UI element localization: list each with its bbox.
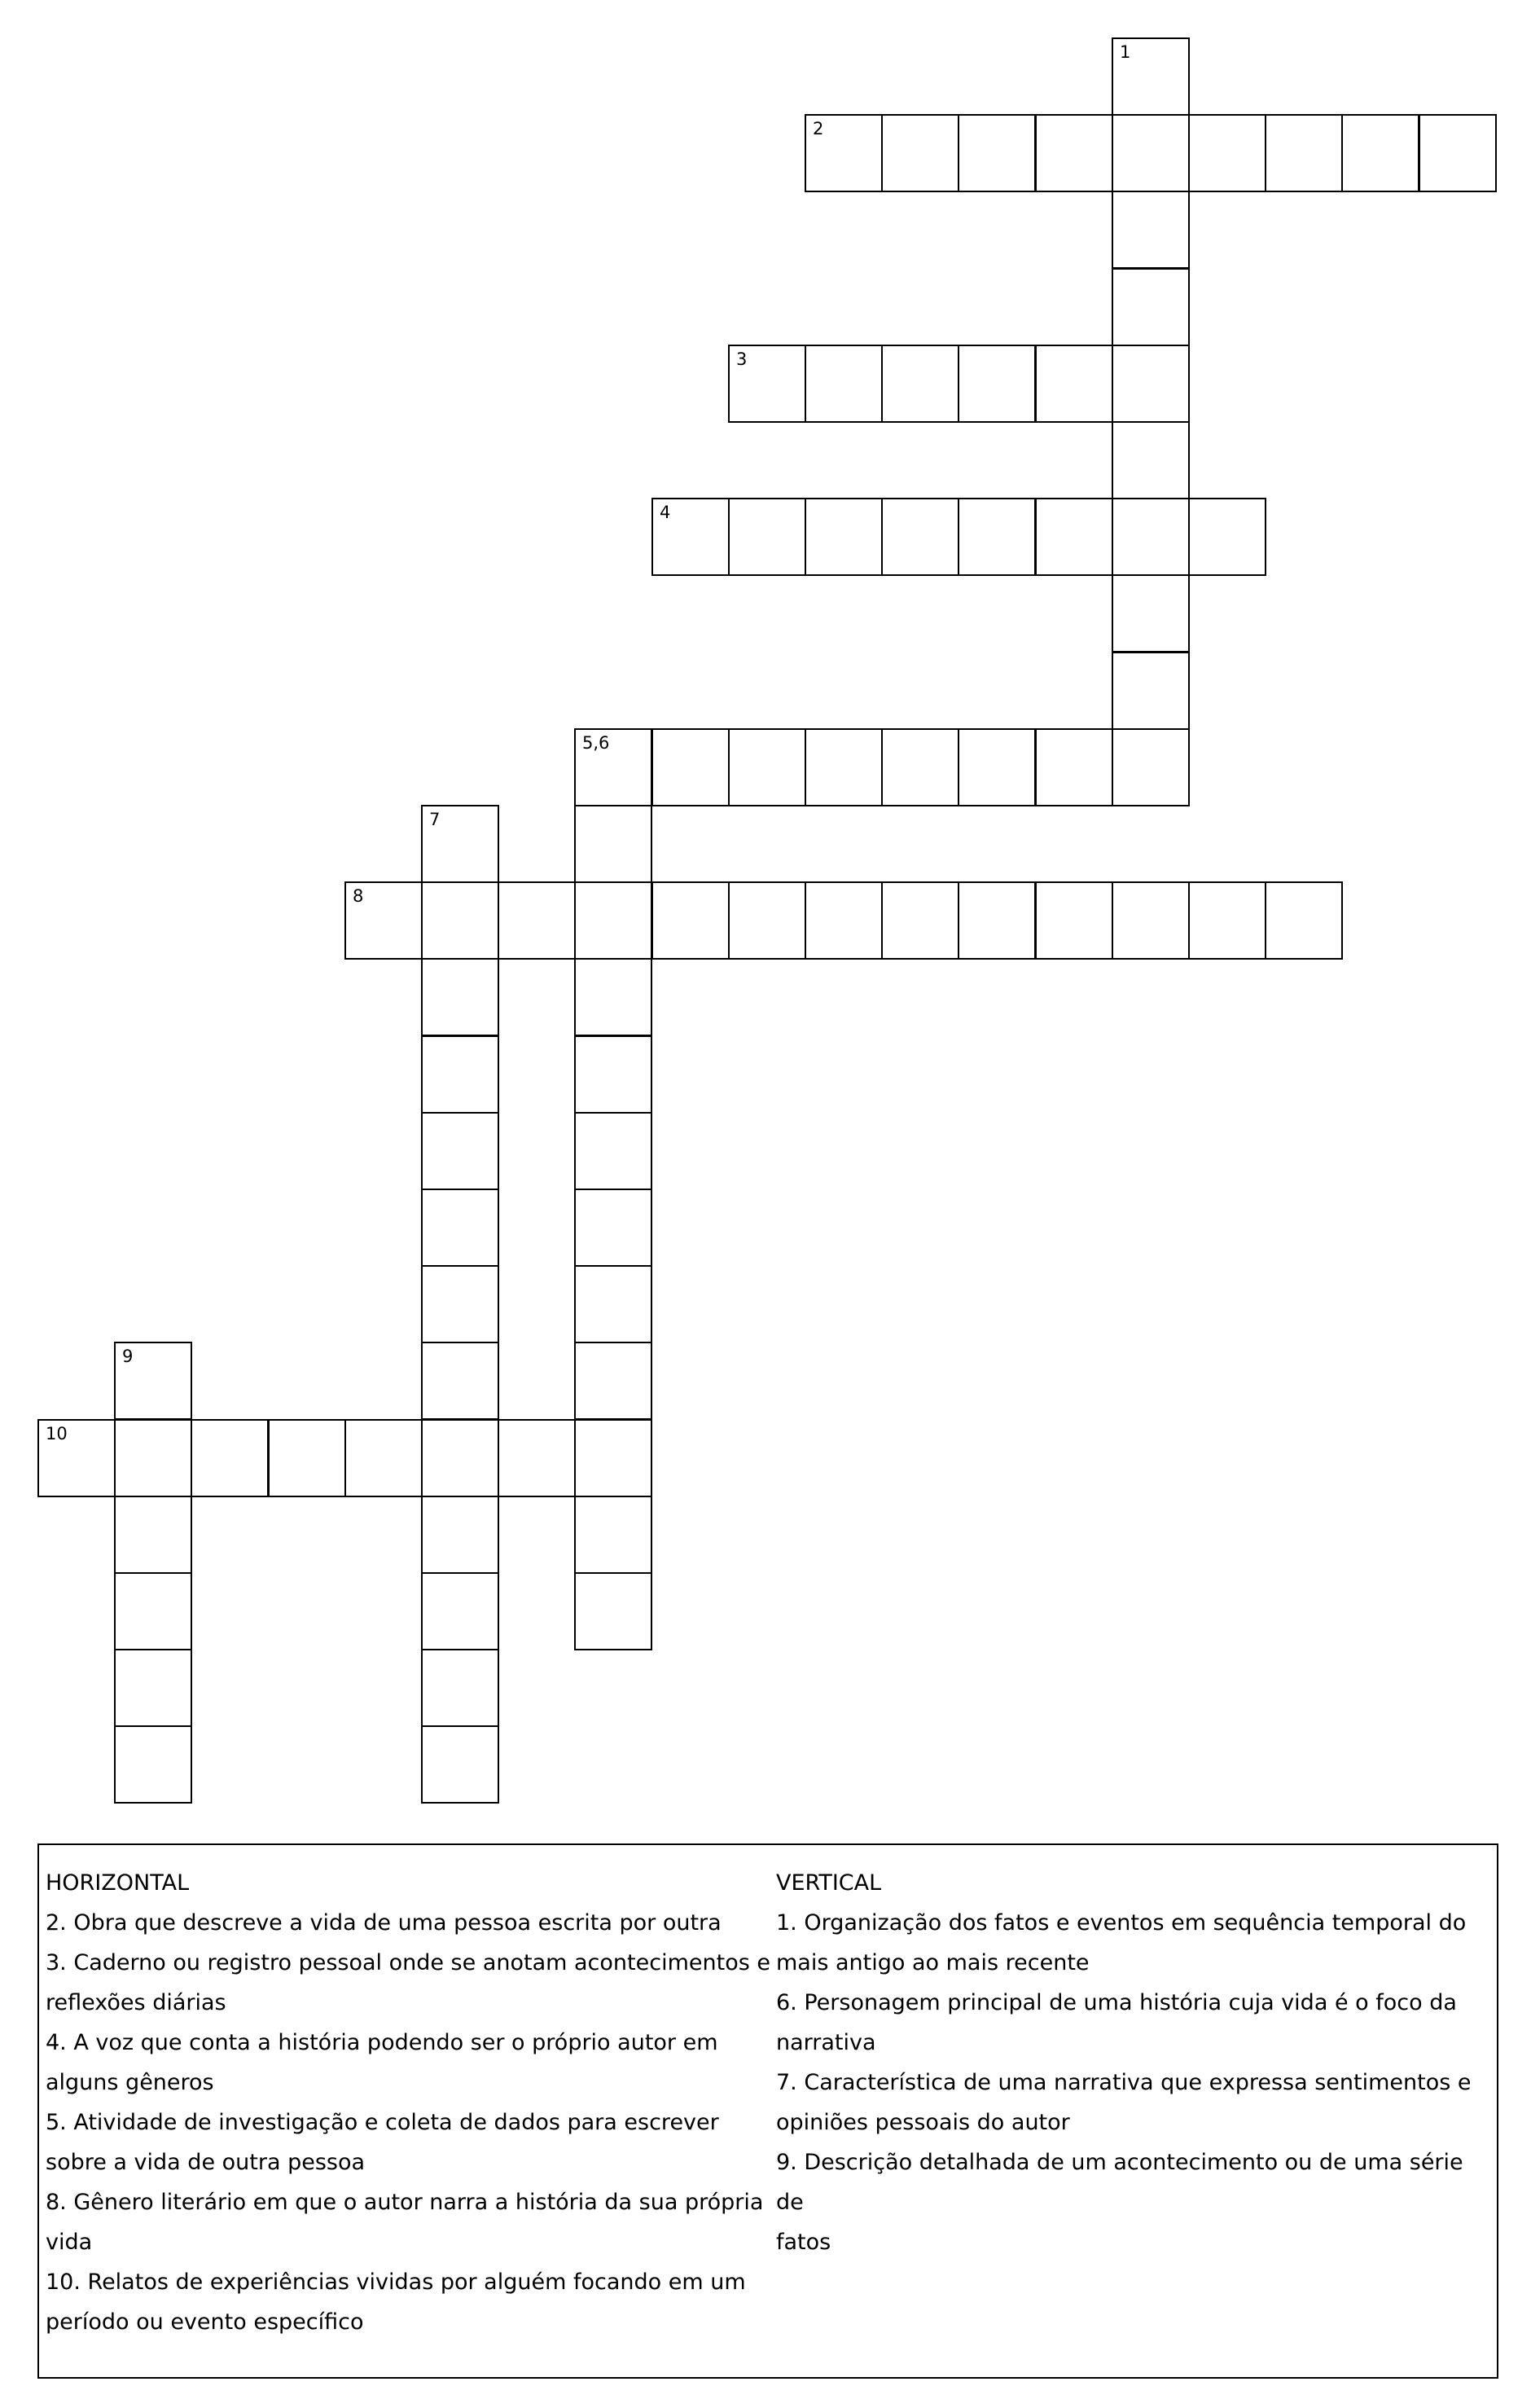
crossword-cell[interactable] [574, 1112, 652, 1190]
clue-number: 4 [660, 503, 671, 522]
vertical-clue-line: mais antigo ao mais recente [776, 1950, 1090, 1975]
crossword-cell[interactable] [114, 1572, 192, 1650]
crossword-cell[interactable] [498, 1419, 576, 1497]
clue-number: 5,6 [582, 733, 610, 753]
crossword-cell[interactable] [651, 728, 730, 806]
crossword-cell[interactable] [958, 728, 1036, 806]
clue-number: 7 [429, 810, 441, 829]
crossword-cell[interactable] [574, 1342, 652, 1420]
crossword-cell[interactable] [574, 1419, 652, 1497]
crossword-cell[interactable] [805, 881, 883, 960]
crossword-cell[interactable] [805, 345, 883, 423]
crossword-cell[interactable] [1112, 191, 1190, 269]
crossword-cell[interactable] [1112, 345, 1190, 423]
vertical-clue-line: 7. Característica de uma narrativa que expressa sentimentos e [776, 2070, 1472, 2095]
crossword-cell[interactable] [881, 881, 959, 960]
crossword-cell[interactable] [1112, 37, 1190, 116]
horizontal-clue-line: alguns gêneros [46, 2070, 214, 2095]
horizontal-clue-line: sobre a vida de outra pessoa [46, 2150, 366, 2175]
horizontal-clue-line: período ou evento específico [46, 2309, 364, 2335]
crossword-cell[interactable] [1188, 498, 1266, 576]
crossword-cell[interactable] [958, 498, 1036, 576]
horizontal-clue-line: 4. A voz que conta a história podendo ser o próprio autor em [46, 2030, 718, 2055]
crossword-cell[interactable] [1035, 728, 1113, 806]
crossword-cell[interactable] [958, 881, 1036, 960]
vertical-clue-line: narrativa [776, 2030, 876, 2055]
crossword-cell[interactable] [421, 958, 499, 1036]
vertical-clues-title: VERTICAL [776, 1870, 882, 1896]
crossword-cell[interactable] [958, 345, 1036, 423]
crossword-cell[interactable] [421, 1189, 499, 1267]
crossword-cell[interactable] [1035, 345, 1113, 423]
clue-number: 2 [813, 119, 824, 138]
horizontal-clue-line: 10. Relatos de experiências vividas por alguém focando em um [46, 2270, 746, 2295]
horizontal-clues-title: HORIZONTAL [46, 1870, 190, 1896]
crossword-cell[interactable] [1112, 268, 1190, 346]
crossword-cell[interactable] [574, 728, 652, 806]
crossword-cell[interactable] [574, 1496, 652, 1574]
crossword-cell[interactable] [421, 1112, 499, 1190]
crossword-cell[interactable] [881, 114, 959, 192]
horizontal-clue-line: 8. Gênero literário em que o autor narra a história da sua própria [46, 2190, 764, 2215]
crossword-cell[interactable] [421, 1725, 499, 1804]
crossword-cell[interactable] [421, 1035, 499, 1114]
crossword-cell[interactable] [114, 1649, 192, 1727]
crossword-cell[interactable] [421, 1342, 499, 1420]
crossword-cell[interactable] [421, 1419, 499, 1497]
crossword-cell[interactable] [1035, 498, 1113, 576]
crossword-cell[interactable] [1112, 421, 1190, 499]
crossword-cell[interactable] [881, 728, 959, 806]
crossword-cell[interactable] [114, 1419, 192, 1497]
crossword-cell[interactable] [574, 1189, 652, 1267]
crossword-cell[interactable] [1035, 881, 1113, 960]
horizontal-clue-line: 5. Atividade de investigação e coleta de dados para escrever [46, 2110, 719, 2135]
crossword-cell[interactable] [1341, 114, 1419, 192]
crossword-cell[interactable] [574, 1265, 652, 1343]
horizontal-clue-line: reflexões diárias [46, 1990, 226, 2015]
crossword-cell[interactable] [421, 1496, 499, 1574]
crossword-cell[interactable] [421, 805, 499, 883]
crossword-cell[interactable] [114, 1342, 192, 1420]
crossword-cell[interactable] [728, 498, 806, 576]
clue-number: 9 [122, 1347, 134, 1366]
crossword-cell[interactable] [268, 1419, 346, 1497]
crossword-cell[interactable] [574, 881, 652, 960]
crossword-cell[interactable] [1112, 498, 1190, 576]
horizontal-clue-line: 2. Obra que descreve a vida de uma pessoa escrita por outra [46, 1910, 722, 1936]
horizontal-clue-line: vida [46, 2230, 93, 2255]
crossword-cell[interactable] [651, 498, 730, 576]
crossword-cell[interactable] [1035, 114, 1113, 192]
crossword-cell[interactable] [1265, 114, 1343, 192]
crossword-cell[interactable] [1419, 114, 1497, 192]
horizontal-clues [46, 1863, 779, 2342]
vertical-clue-line: 6. Personagem principal de uma história cuja vida é o foco da [776, 1990, 1457, 2015]
crossword-cell[interactable] [344, 881, 423, 960]
crossword-cell[interactable] [881, 345, 959, 423]
crossword-cell[interactable] [958, 114, 1036, 192]
clue-number: 3 [736, 349, 748, 369]
crossword-cell[interactable] [114, 1725, 192, 1804]
crossword-cell[interactable] [805, 728, 883, 806]
crossword-cell[interactable] [1112, 574, 1190, 653]
crossword-cell[interactable] [728, 728, 806, 806]
crossword-cell[interactable] [574, 805, 652, 883]
vertical-clue-line: 9. Descrição detalhada de um acontecimento ou de uma série de [776, 2150, 1463, 2215]
crossword-cell[interactable] [881, 498, 959, 576]
crossword-cell[interactable] [1112, 652, 1190, 730]
vertical-clue-line: 1. Organização dos fatos e eventos em sequência temporal do [776, 1910, 1467, 1936]
crossword-cell[interactable] [191, 1419, 269, 1497]
clue-number: 8 [353, 886, 364, 906]
crossword-cell[interactable] [574, 958, 652, 1036]
clue-number: 10 [46, 1424, 68, 1443]
crossword-cell[interactable] [728, 345, 806, 423]
crossword-cell[interactable] [1188, 881, 1266, 960]
clue-box [37, 1843, 1498, 2379]
crossword-cell[interactable] [574, 1572, 652, 1650]
crossword-cell[interactable] [344, 1419, 423, 1497]
crossword-cell[interactable] [421, 1572, 499, 1650]
crossword-cell[interactable] [728, 881, 806, 960]
crossword-cell[interactable] [421, 1649, 499, 1727]
clue-number: 1 [1120, 42, 1131, 62]
vertical-clue-line: fatos [776, 2230, 831, 2255]
crossword-cell[interactable] [421, 881, 499, 960]
crossword-cell[interactable] [1265, 881, 1343, 960]
crossword-cell[interactable] [574, 1035, 652, 1114]
crossword-cell[interactable] [421, 1265, 499, 1343]
crossword-cell[interactable] [1188, 114, 1266, 192]
crossword-cell[interactable] [1112, 881, 1190, 960]
crossword-cell[interactable] [498, 881, 576, 960]
crossword-cell[interactable] [805, 114, 883, 192]
crossword-cell[interactable] [114, 1496, 192, 1574]
crossword-cell[interactable] [1112, 728, 1190, 806]
vertical-clues [776, 1863, 1493, 2262]
crossword-cell[interactable] [37, 1419, 116, 1497]
crossword-cell[interactable] [651, 881, 730, 960]
vertical-clue-line: opiniões pessoais do autor [776, 2110, 1070, 2135]
crossword-cell[interactable] [805, 498, 883, 576]
crossword-cell[interactable] [1112, 114, 1190, 192]
horizontal-clue-line: 3. Caderno ou registro pessoal onde se anotam acontecimentos e [46, 1950, 770, 1975]
